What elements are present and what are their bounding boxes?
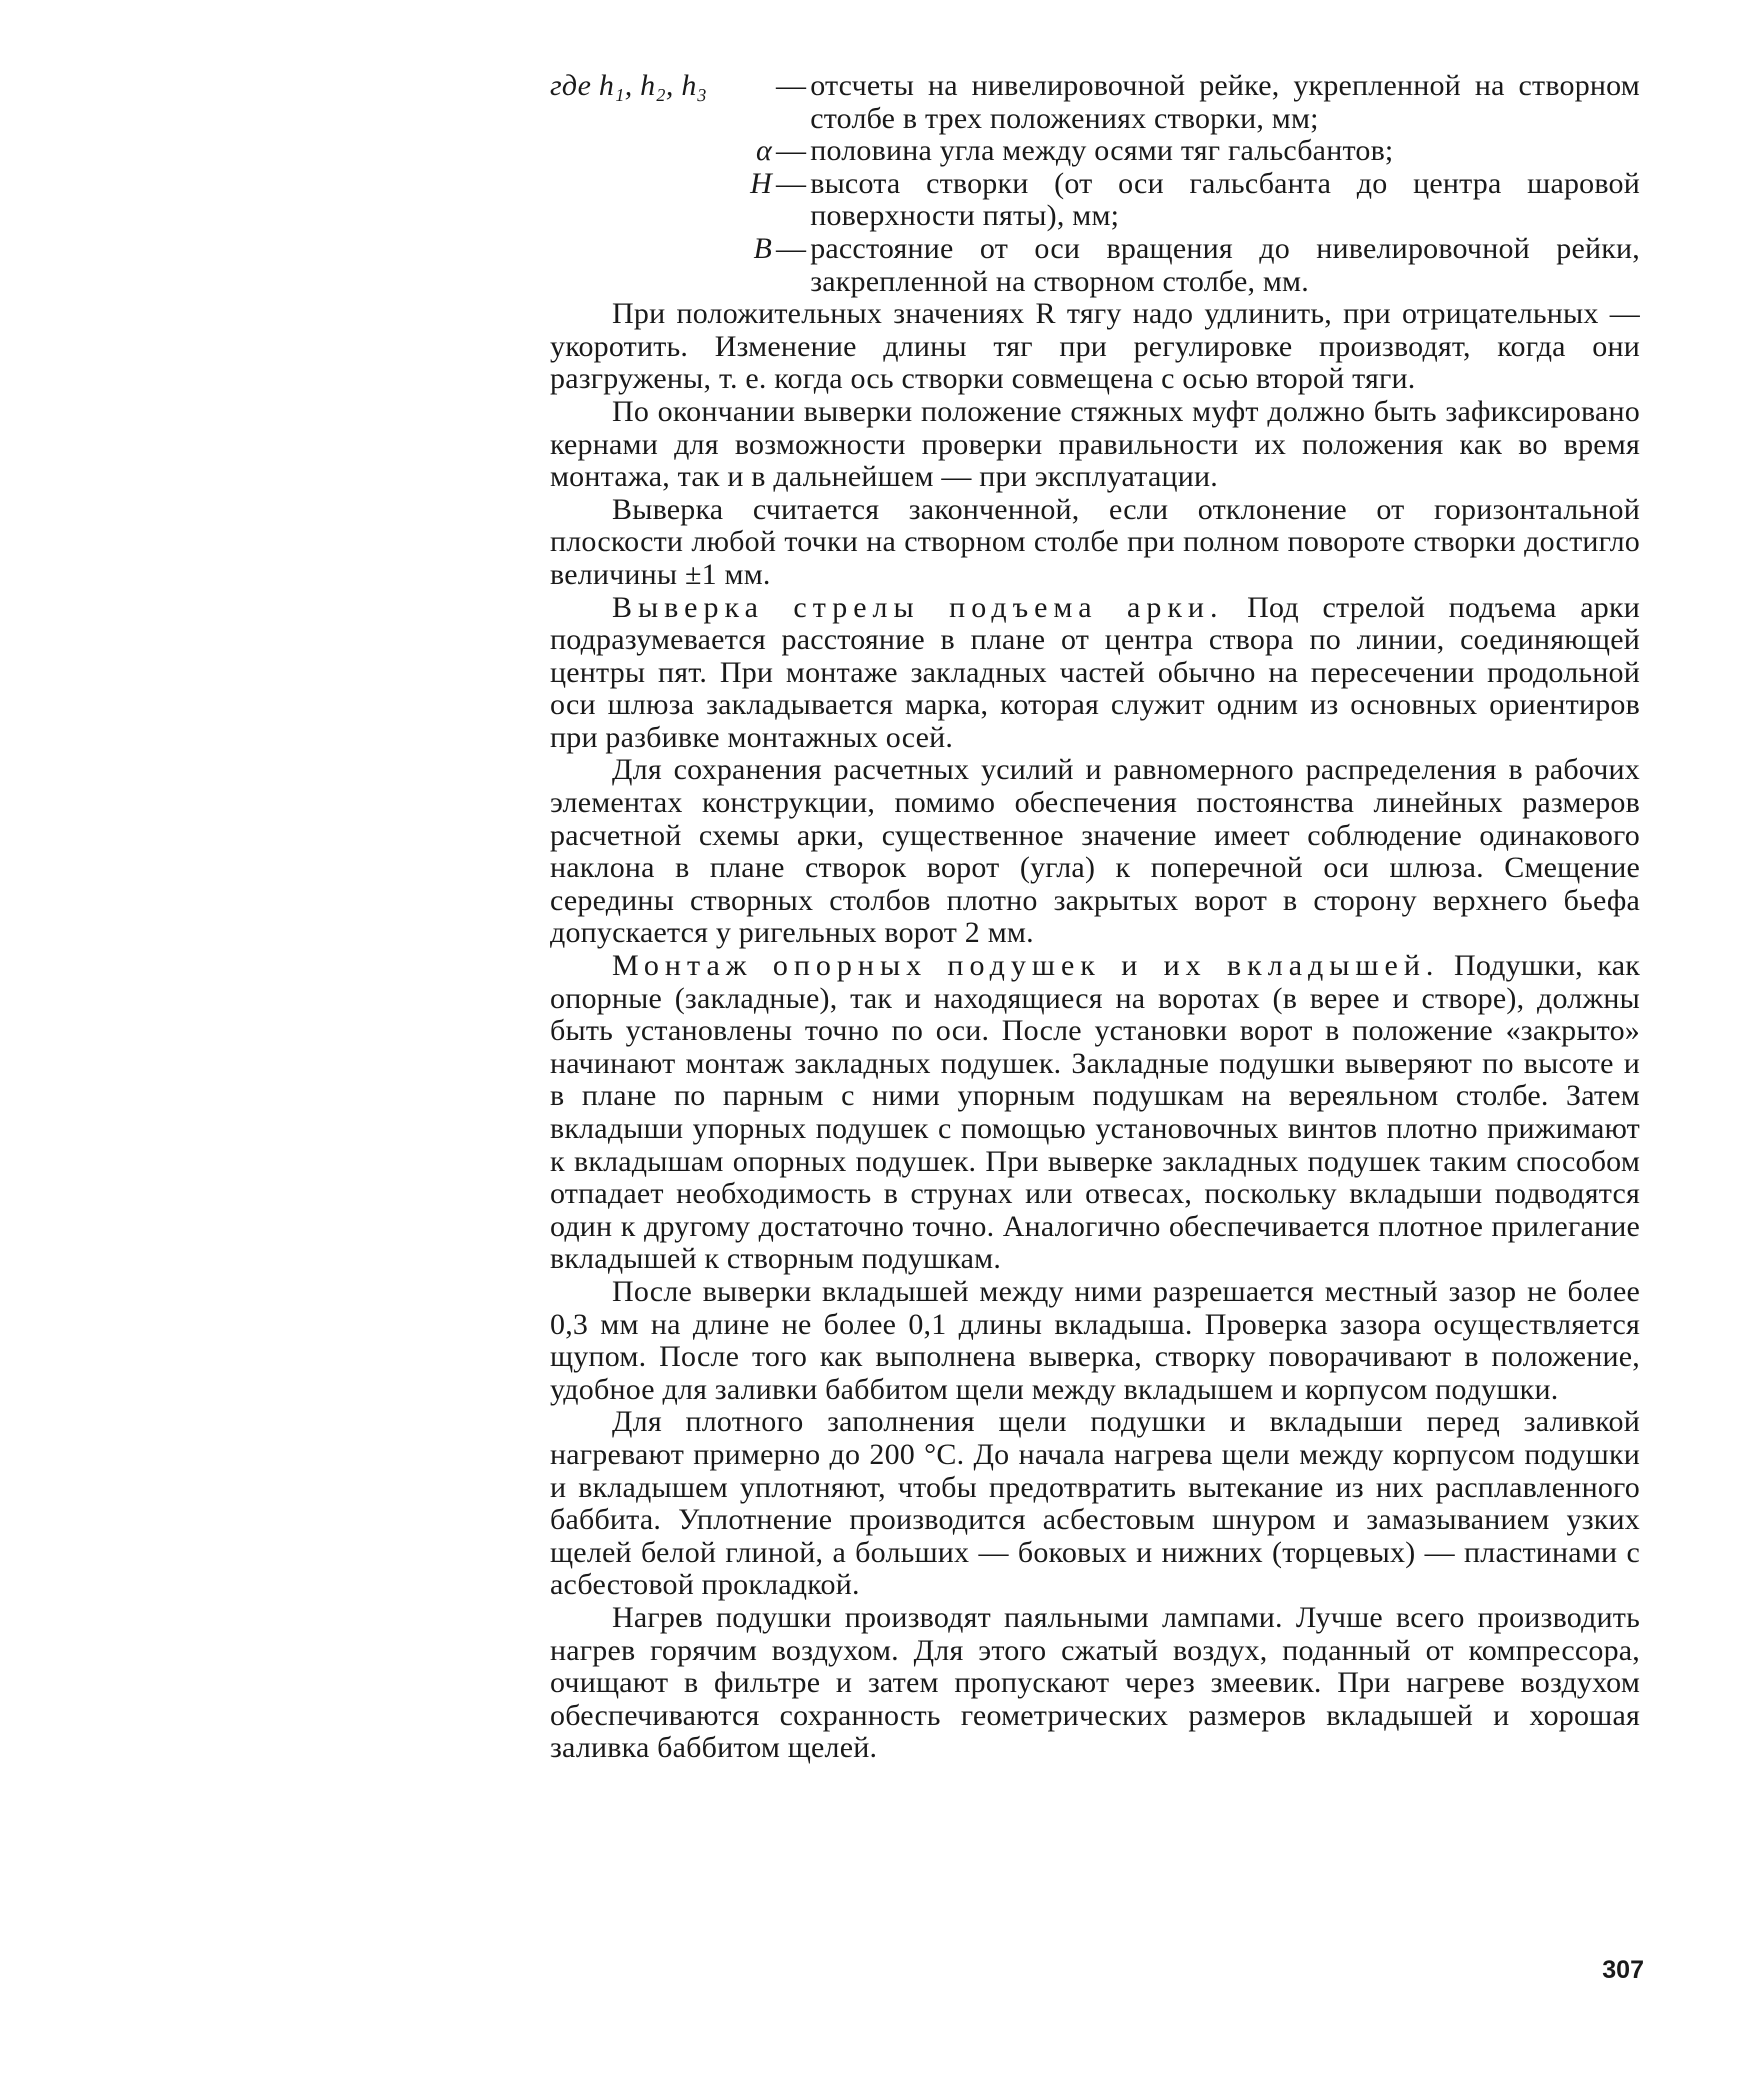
definition-symbol: где h₁, h₂, h₃ [550,69,708,102]
definition-dash: — [776,69,807,102]
page-number: 307 [1602,1956,1644,1984]
definition-symbol: B [753,231,772,265]
paragraph-text: Под стрелой подъема арки подразумевается расстояние в плане от центра створа по линии, соединяющей центры пят. При монтаже закладных частей обычно на пересечении продольной оси шлюза закладывается марка, которая служит одним из основных ориентиров при разбивке монтажных осей. [550,590,1640,754]
paragraph [550,592,1640,755]
paragraph-text: Для сохранения расчетных усилий и равномерного распределения в рабочих элементах конструкции, помимо обеспечения постоянства линейных размеров расчетной схемы арки, существенное значение имеет соблюдение одинакового наклона в плане створок ворот (угла) к поперечной оси шлюза. Смещение середины створных столбов плотно закрытых ворот в сторону верхнего бьефа допускается у ригельных ворот 2 мм. [550,753,1640,950]
definitions-list [550,70,1640,298]
paragraph-text: После выверки вкладышей между ними разрешается местный зазор не более 0,3 мм на длине не более 0,1 длины вкладыша. Проверка зазора осуществляется щупом. После того как выполнена выверка, створку поворачивают в положение, удобное для заливки баббитом щели между вкладышем и корпусом подушки. [550,1274,1640,1406]
definition-dash: — [776,231,807,265]
paragraph-text: Подушки, как опорные (закладные), так и находящиеся на воротах (в верее и створе), должны быть установлены точно по оси. После установки ворот в положение «закрыто» начинают монтаж закладных подушек. Закладные подушки выверяют по высоте и в плане по парным с ними упорным подушкам на вереяльном столбе. Затем вкладыши упорных подушек с помощью установочных винтов плотно прижимают к вкладышам опорных подушек. При выверке закладных подушек таким способом отпадает необходимость в струнах или отвесах, поскольку вкладыши подводятся один к другому достаточно точно. Аналогично обеспечивается плотное прилегание вкладышей к створным подушкам. [550,949,1640,1276]
paragraph-text: По окончании выверки положение стяжных муфт должно быть зафиксировано кернами для возможности проверки правильности их положения как во время монтажа, так и в дальнейшем — при эксплуатации. [550,394,1640,494]
definition-text: расстояние от оси вращения до нивелировочной рейки, закрепленной на створном столбе, мм. [810,231,1640,298]
definition-symbol: H [750,166,772,200]
paragraph-text: Нагрев подушки производят паяльными лампами. Лучше всего производить нагрев горячим воздухом. Для этого сжатый воздух, поданный от компрессора, очищают в фильтре и затем пропускают через змеевик. При нагреве воздухом обеспечиваются сохранность геометрических размеров вкладышей и хорошая заливка баббитом щелей. [550,1600,1640,1765]
definition-item [550,233,1640,298]
paragraph-text: Выверка считается законченной, если отклонение от горизонтальной плоскости любой точки на створном столбе при полном повороте створки достигло величины ±1 мм. [550,492,1640,591]
paragraph-text: Для плотного заполнения щели подушки и вкладыши перед заливкой нагревают примерно до 200 °С. До начала нагрева щели между корпусом подушки и вкладышем уплотняют, чтобы предотвратить вытекание из них расплавленного баббита. Уплотнение производится асбестовым шнуром и замазыванием узких щелей белой глиной, а больших — боковых и нижних (торцевых) — пластинами с асбестовой прокладкой. [550,1405,1640,1602]
definition-item [550,135,1640,168]
definition-text: половина угла между осями тяг гальсбантов; [810,134,1394,168]
paragraph [550,396,1640,494]
section-heading: Выверка стрелы подъема арки. [612,590,1224,624]
paragraph-text: При положительных значениях R тягу надо удлинить, при отрицательных — укоротить. Изменение длины тяг при регулировке производят, когда они разгружены, т. е. когда ось створки совмещена с осью второй тяги. [550,297,1640,396]
page-body [550,70,1640,1765]
definition-item [550,70,1640,135]
paragraph [550,1602,1640,1765]
paragraph [550,298,1640,396]
definition-symbol: α [756,134,772,168]
definition-text: высота створки (от оси гальсбанта до центра шаровой поверхности пяты), мм; [810,166,1640,233]
definition-item [550,168,1640,233]
paragraph [550,754,1640,950]
definition-dash: — [776,134,807,168]
section-heading: Монтаж опорных подушек и их вкладышей. [612,949,1440,983]
definition-text: отсчеты на нивелировочной рейке, укрепленной на створном столбе в трех положениях створки, мм; [810,69,1640,135]
paragraph [550,950,1640,1276]
paragraph [550,1276,1640,1406]
paragraph [550,1406,1640,1602]
paragraph [550,494,1640,592]
definition-dash: — [776,166,807,200]
